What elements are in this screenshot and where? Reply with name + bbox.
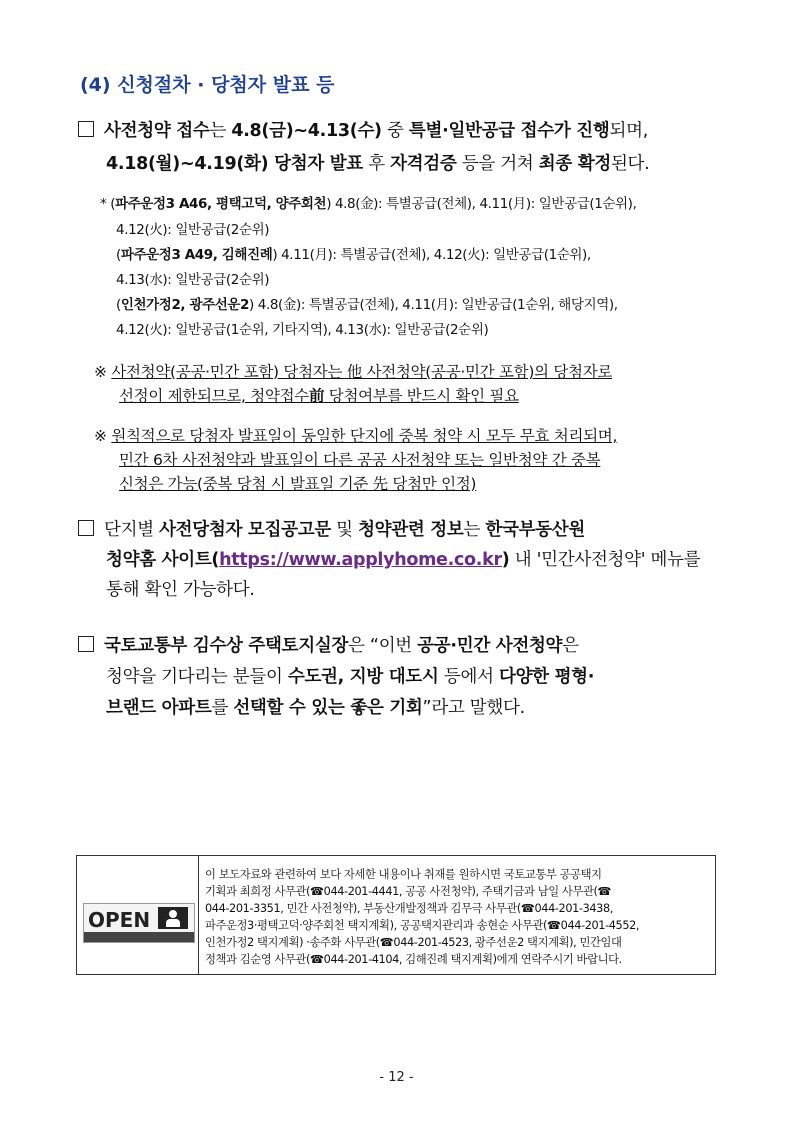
note-2-line-2: 민간 6차 사전청약과 발표일이 다른 공공 사전청약 또는 일반청약 간 중복 (119, 451, 601, 469)
text-bold: 자격검증 (390, 154, 457, 174)
contact-line: 044-201-3351, 민간 사전청약), 부동산개발정책과 김무극 사무관(☎044-201-3438, (205, 902, 613, 915)
schedule-line-4: 4.13(水): 일반공급(2순위) (116, 272, 270, 288)
schedule-line-5 (116, 293, 618, 313)
note-1-line-2 (119, 384, 519, 406)
contact-line: 기획과 최희정 사무관(☎044-201-4441, 공공 사전청약), 주택기금과 남일 사무관(☎ (205, 885, 612, 898)
text: 된다. (610, 154, 650, 174)
text: ) 4.8(金): 특별공급(전체), 4.11(月): 일반공급(1순위), (326, 196, 637, 212)
logo-text: OPEN (88, 908, 151, 932)
note-1-line-1 (94, 360, 612, 382)
text-bold: 최종 확정 (538, 154, 611, 174)
bullet-3-line-2 (106, 663, 594, 688)
text: 등에서 (438, 667, 499, 687)
text: ) 4.11(月): 특별공급(전체), 4.12(火): 일반공급(1순위), (272, 247, 591, 263)
text-bold: 4.18(월)~4.19(화) 당첨자 발표 (106, 154, 363, 174)
text: 는 (209, 121, 232, 141)
bullet-3-line-1 (78, 632, 579, 657)
contact-line: 정책과 김순영 사무관(☎044-201-4104, 김해진례 택지계획)에게 연락주시기 바랍니다. (205, 953, 622, 966)
logo-band (84, 932, 194, 942)
text-bold: 인천가정2, 광주선운2 (120, 297, 250, 313)
text-underlined: 사전청약(공공·민간 포함) 당첨자는 他 사전청약(공공·민간 포함)의 당첨자로 (111, 363, 613, 381)
text-bold: 국토교통부 김수상 주택토지실장 (104, 636, 349, 656)
text-bold: 파주운정3 A49, 김해진례 (120, 247, 273, 263)
text-bold: 파주운정3 A46, 평택고덕, 양주회천 (115, 196, 327, 212)
text: 후 (362, 154, 391, 174)
text-bold: 브랜드 아파트 (106, 698, 212, 718)
applyhome-link[interactable]: https://www.applyhome.co.kr (219, 550, 502, 570)
text-bold: 사전당첨자 모집공고문 (159, 520, 331, 540)
text: 되며, (609, 121, 648, 141)
text-bold: 前 (308, 387, 325, 405)
text: 단지별 (104, 520, 160, 540)
open-license-logo (83, 903, 195, 943)
bullet-1-line-2 (106, 150, 649, 175)
text: 선정이 제한되므로, 청약접수 (119, 387, 309, 405)
text-bold: 사전청약 접수 (104, 121, 210, 141)
note-2-line-1 (94, 424, 617, 446)
note-2-line-3: 신청은 가능(중복 당첨 시 발표일 기준 先 당첨만 인정) (119, 475, 477, 493)
contact-info-box (76, 855, 716, 975)
contact-line: 파주운정3·평택고덕·양주회천 택지계획), 공공택지관리과 송현순 사무관(☎044-201-4552, (205, 919, 640, 932)
text: 청약을 기다리는 분들이 (106, 667, 288, 687)
text-bold: 4.8(금)~4.13(수) (231, 121, 382, 141)
text-bold: 청약홈 사이트( (106, 550, 220, 570)
page-number: - 12 - (379, 1070, 414, 1085)
text: ) 4.8(金): 특별공급(전체), 4.11(月): 일반공급(1순위, 해당지역), (249, 297, 618, 313)
text: 은 (562, 636, 579, 656)
bullet-1-line-1 (78, 117, 648, 142)
section-title: (4) 신청절차 · 당첨자 발표 등 (80, 74, 335, 96)
text: 당첨여부를 반드시 확인 필요 (324, 387, 519, 405)
text: 내 '민간사전청약' 메뉴를 (509, 550, 701, 570)
text: 는 (463, 520, 486, 540)
text-underlined: 원칙적으로 당첨자 발표일이 동일한 단지에 중복 청약 시 모두 무효 처리되며, (111, 427, 618, 445)
schedule-line-1 (100, 192, 636, 212)
text: ”라고 말했다. (422, 698, 525, 718)
bullet-2-line-3: 통해 확인 가능하다. (106, 580, 255, 600)
text-bold: 공공·민간 사전청약 (417, 636, 563, 656)
schedule-line-6: 4.12(火): 일반공급(1순위, 기타지역), 4.13(水): 일반공급(2순위) (116, 322, 489, 338)
contact-line: 이 보도자료와 관련하여 보다 자세한 내용이나 취재를 원하시면 국토교통부 공공택지 (205, 868, 602, 881)
text-bold: 다양한 평형· (498, 667, 595, 687)
text-bold: 수도권, 지방 대도시 (287, 667, 439, 687)
schedule-line-2: 4.12(火): 일반공급(2순위) (116, 222, 270, 238)
schedule-line-3 (116, 243, 591, 263)
text: ( (116, 297, 121, 313)
person-icon (158, 907, 188, 929)
checkbox-bullet-icon (78, 636, 94, 652)
checkbox-bullet-icon (78, 520, 94, 536)
text: * ( (100, 196, 116, 212)
text-bold: 한국부동산원 (485, 520, 586, 540)
bullet-2-line-2 (106, 546, 700, 571)
text: 은 “이번 (348, 636, 418, 656)
checkbox-bullet-icon (78, 121, 94, 137)
reference-mark: ※ (94, 427, 112, 445)
text: ( (116, 247, 121, 263)
text: 를 (211, 698, 234, 718)
reference-mark: ※ (94, 363, 112, 381)
text-bold: ) (501, 550, 510, 570)
bullet-2-line-1 (78, 516, 585, 541)
contact-line: 인천가정2 택지계획) ·송주화 사무관(☎044-201-4523, 광주선운2 택지계획), 민간임대 (205, 936, 622, 949)
text-bold: 청약관련 정보 (358, 520, 464, 540)
text: 등을 거쳐 (456, 154, 539, 174)
text-bold: 선택할 수 있는 좋은 기회 (233, 698, 423, 718)
logo-cell (77, 856, 199, 974)
text: 중 (381, 121, 409, 141)
text-bold: 특별·일반공급 접수가 진행 (408, 121, 610, 141)
bullet-3-line-3 (106, 694, 525, 719)
text: 및 (330, 520, 359, 540)
